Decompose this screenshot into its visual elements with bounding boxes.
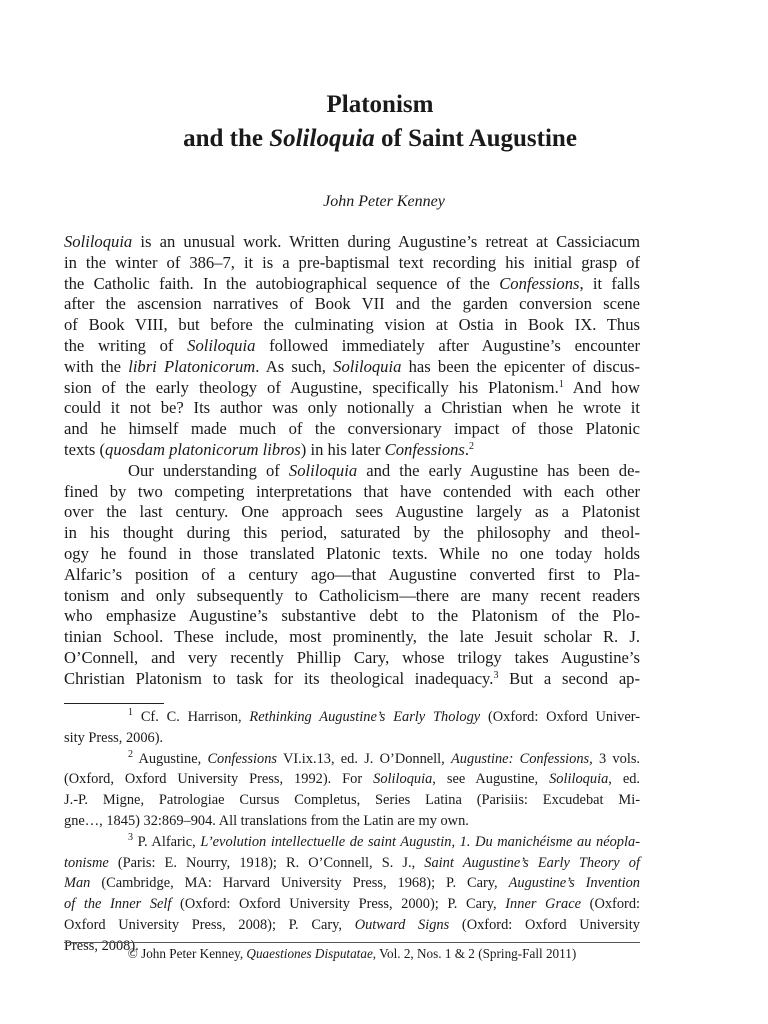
note-reference: 1 (558, 378, 564, 390)
footnote-line (64, 729, 640, 750)
text-run: of Book VIII, but before the culminating vision at Ostia in Book IX. Thus (64, 315, 640, 335)
body-line (64, 523, 640, 544)
italic-text: Man (64, 875, 91, 892)
footer-journal: Quaestiones Disputatae (246, 946, 373, 961)
text-run: and he himself made much of the conversionary impact of those Platonic (64, 419, 640, 439)
footnote-line (64, 854, 640, 875)
text-run: fined by two competing interpretations that have contended with each other (64, 481, 640, 501)
body-line (64, 627, 640, 648)
text-run: is an unusual work. Written during Augustine’s retreat at Cassiciacum (132, 232, 640, 251)
text-run: Cf. C. Harrison, (133, 709, 250, 725)
text-run: Oxford University Press, 2008); P. Cary, (64, 916, 355, 933)
text-run: (Cambridge, MA: Harvard University Press, 1968); P. Cary, (90, 875, 509, 892)
text-run: gne…, 1845) 32:869–904. All translations from the Latin are my own. (64, 812, 469, 829)
title-line-2-italic: Soliloquia (269, 125, 375, 152)
text-run: , see Augustine, (432, 771, 550, 788)
body-line (64, 336, 640, 357)
text-run: (Oxford, Oxford University Press, 1992). For (64, 771, 374, 788)
text-run: . (464, 439, 470, 459)
text-run: ogy he found in those translated Platonic texts. While no one today holds (64, 543, 640, 563)
body-line (64, 294, 640, 315)
text-run: Christian Platonism to task for its theological inadequacy. (64, 668, 494, 688)
body-line (64, 357, 640, 378)
italic-text: Saint Augustine’s Early Theory of (424, 854, 640, 871)
text-run: in the winter of 386–7, it is a pre-baptismal text recording his initial grasp of (64, 252, 640, 272)
note-reference: 2 (469, 440, 475, 452)
footnote-line (64, 791, 640, 812)
text-run: . As such, (255, 356, 334, 376)
note-reference: 3 (493, 669, 499, 681)
body-line (64, 502, 640, 523)
text-run: over the last century. One approach sees Augustine largely as a Platonist (64, 502, 640, 522)
body-line (64, 398, 640, 419)
italic-text: Soliloquia (288, 460, 358, 480)
text-run: , it falls (579, 273, 640, 293)
text-run: sion of the early theology of Augustine, specifically his Platonism. (64, 377, 559, 397)
italic-text: Soliloquia (549, 771, 609, 788)
italic-text: Outward Signs (354, 916, 450, 933)
text-run: after the ascension narratives of Book VII and the garden conversion scene (64, 294, 640, 314)
body-line (64, 315, 640, 336)
body-line (64, 274, 640, 295)
text-run: Our understanding of (128, 460, 289, 480)
body-text (64, 232, 640, 690)
italic-text: L’evolution intellectuelle de saint Augustin, 1. Du manichéisme au néopla- (200, 833, 640, 850)
text-run: tinian School. These include, most prominently, the late Jesuit scholar R. J. (64, 627, 640, 647)
footer-volume: , Vol. 2, Nos. 1 & 2 (Spring-Fall 2011) (372, 946, 577, 961)
text-run: And how (563, 377, 640, 397)
text-run: Alfaric’s position of a century ago—that Augustine converted first to Pla- (64, 564, 640, 584)
note-reference: 1 (128, 707, 133, 718)
body-line (64, 586, 640, 607)
text-run: VI.ix.13, ed. J. O’Donnell, (277, 750, 452, 767)
italic-text: Inner Grace (505, 896, 582, 913)
footnotes (64, 708, 640, 958)
body-line (64, 378, 640, 399)
footnote-line (64, 770, 640, 791)
text-run: 3 vols. (592, 750, 641, 767)
footnote-line (64, 874, 640, 895)
text-run: has been the epicenter of discus- (401, 356, 640, 376)
footnote-line (64, 812, 640, 833)
footer-rule (64, 942, 640, 943)
italic-text: Soliloquia (64, 232, 133, 251)
body-line (64, 253, 640, 274)
title-line-1: Platonism (326, 91, 434, 118)
body-line (64, 606, 640, 627)
text-run: tonism and only subsequently to Catholicism—there are many recent readers (64, 585, 640, 605)
title-line-2-end: of Saint Augustine (374, 125, 577, 152)
text-run: texts ( (64, 439, 106, 459)
footnote-separator (64, 703, 164, 704)
body-line (64, 669, 640, 690)
text-run: followed immediately after Augustine’s encounter (255, 335, 640, 355)
title-line-2 (60, 122, 700, 156)
italic-text: Soliloquia (333, 356, 402, 376)
body-line (64, 232, 640, 253)
text-run: (Oxford: Oxford Univer- (480, 709, 640, 725)
text-run: P. Alfaric, (133, 833, 201, 850)
text-run: ) in his later (300, 439, 385, 459)
italic-text: of the Inner Self (64, 896, 172, 913)
note-reference: 3 (128, 831, 133, 843)
body-line (64, 440, 640, 461)
footnote-line (64, 916, 640, 937)
italic-text: Augustine’s Invention (508, 875, 640, 892)
text-run: sity Press, 2006). (64, 729, 164, 746)
author-name: John Peter Kenney (323, 193, 445, 210)
body-line (64, 419, 640, 440)
italic-text: quosdam platonicorum libros (105, 439, 301, 459)
text-run: O’Connell, and very recently Phillip Cary, whose trilogy takes Augustine’s (64, 647, 640, 667)
italic-text: Confessions (207, 750, 278, 767)
italic-text: Augustine: Confessions, (451, 750, 593, 767)
footnote-line (64, 833, 640, 854)
text-run: (Oxford: Oxford University (449, 916, 640, 933)
footnote-line (64, 708, 640, 729)
text-run: , ed. (608, 771, 640, 788)
italic-text: Confessions (499, 273, 580, 293)
body-line (64, 565, 640, 586)
text-run: the Catholic faith. In the autobiographical sequence of the (64, 273, 500, 293)
text-run: (Oxford: (581, 896, 641, 913)
italic-text: Confessions (384, 439, 465, 459)
text-run: (Oxford: Oxford University Press, 2000); P. Cary, (171, 896, 506, 913)
body-line (64, 544, 640, 565)
body-line (64, 482, 640, 503)
body-line (64, 461, 640, 482)
footer-copyright: © John Peter Kenney, (127, 946, 247, 961)
title-line-2-start: and the (183, 125, 270, 152)
text-run: But a second ap- (498, 668, 641, 688)
italic-text: Rethinking Augustine’s Early Thology (249, 709, 481, 725)
text-run: with the (64, 356, 129, 376)
copyright-footer (64, 946, 640, 962)
text-run: (Paris: E. Nourry, 1918); R. O’Connell, S. J., (108, 854, 425, 871)
text-run: Augustine, (133, 750, 208, 767)
note-reference: 2 (128, 748, 133, 760)
body-line (64, 648, 640, 669)
italic-text: Soliloquia (187, 335, 256, 355)
text-run: Press, 2008). (64, 937, 139, 954)
text-run: and the early Augustine has been de- (357, 460, 640, 480)
text-run: J.-P. Migne, Patrologiae Cursus Completus, Series Latina (Parisiis: Excudebat Mi- (64, 792, 640, 809)
text-run: could it not be? Its author was only notionally a Christian when he wrote it (64, 398, 640, 418)
italic-text: Soliloquia (373, 771, 433, 788)
text-run: the writing of (64, 335, 188, 355)
text-run: who emphasize Augustine’s substantive debt to the Platonism of the Plo- (64, 606, 640, 626)
article-title (60, 88, 700, 156)
italic-text: tonisme (64, 854, 109, 871)
text-run: in his thought during this period, saturated by the philosophy and theol- (64, 523, 640, 543)
italic-text: libri Platonicorum (128, 356, 256, 376)
footnote-line (64, 750, 640, 771)
footnote-line (64, 895, 640, 916)
